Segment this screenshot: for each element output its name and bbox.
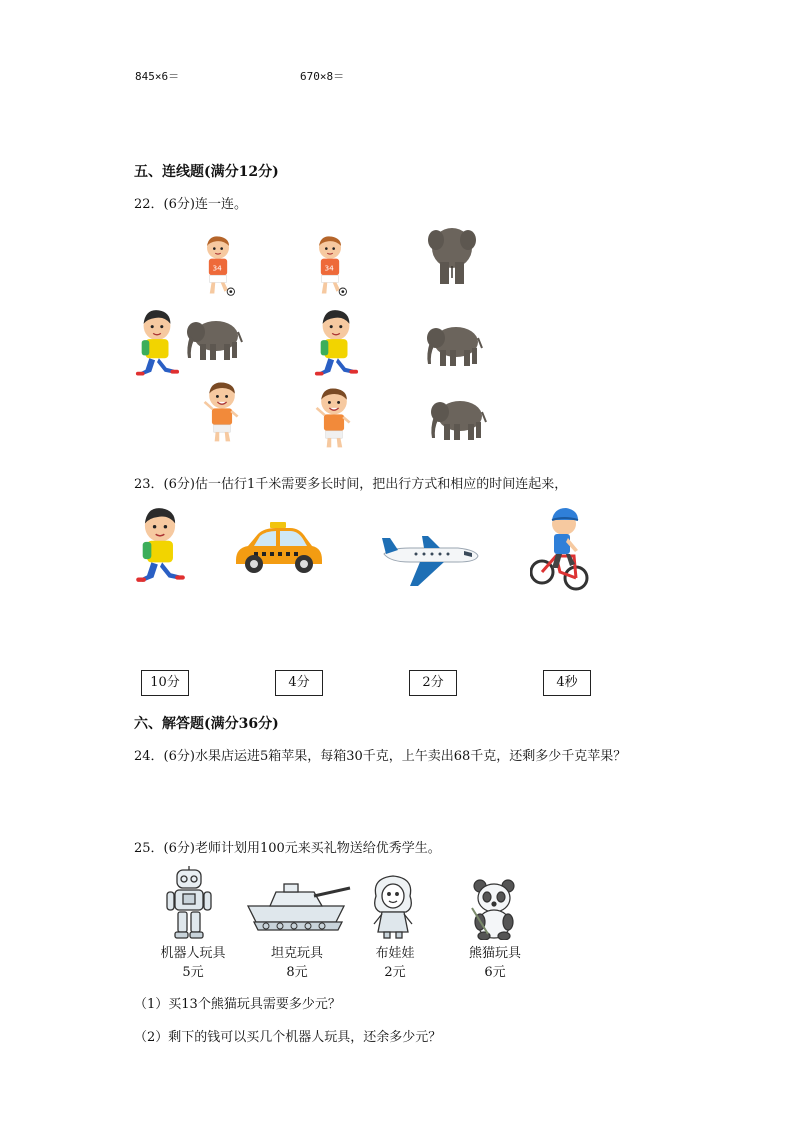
jumping-boy-image-2 [312,384,356,452]
taxi-image [230,522,326,576]
tank-toy-name: 坦克玩具 [270,946,323,961]
doll-toy-name: 布娃娃 [375,946,415,961]
calc-expression-1: 845×6＝ [135,70,180,83]
cyclist-image [530,506,590,594]
schoolboy-image-2 [313,306,359,378]
tank-toy-image [244,876,352,932]
robot-toy-image [166,866,212,940]
airplane-image [380,530,480,588]
time-option-4-sec[interactable]: 4秒 [543,670,591,696]
elephant-back-image [428,224,476,288]
section-heading-5: 五、连线题(满分12分) [134,164,279,180]
tank-toy-price: 8元 [286,965,308,980]
elephant-image-2 [426,320,484,368]
question-25: 25．(6分)老师计划用100元来买礼物送给优秀学生。 [134,841,441,856]
question-25-part-2: （2）剩下的钱可以买几个机器人玩具，还余多少元？ [134,1030,442,1045]
jumping-boy-image-1 [200,378,244,446]
robot-toy-price: 5元 [182,965,204,980]
panda-toy-price: 6元 [484,965,506,980]
elephant-image-1 [186,314,244,362]
panda-toy-image [468,878,520,940]
question-23: 23．(6分)估一估行1千米需要多长时间，把出行方式和相应的时间连起来， [134,477,568,492]
time-option-10-min[interactable]: 10分 [141,670,189,696]
time-option-4-min[interactable]: 4分 [275,670,323,696]
question-25-part-1: （1）买13个熊猫玩具需要多少元？ [134,997,341,1012]
soccer-boy-image-1 [196,232,240,300]
section-heading-6: 六、解答题(满分36分) [134,716,279,732]
elephant-image-3 [430,394,488,442]
panda-toy-name: 熊猫玩具 [468,946,521,961]
question-22: 22．(6分)连一连。 [134,197,247,212]
schoolboy-image-1 [134,306,180,378]
soccer-boy-image-2 [308,232,352,300]
calc-expression-2: 670×8＝ [300,70,345,83]
robot-toy-name: 机器人玩具 [160,946,226,961]
doll-toy-price: 2元 [384,965,406,980]
walking-boy-image [134,504,186,584]
time-option-2-min[interactable]: 2分 [409,670,457,696]
question-24: 24．(6分)水果店运进5箱苹果，每箱30千克，上午卖出68千克，还剩多少千克苹果？ [134,749,627,764]
doll-toy-image [370,874,416,940]
